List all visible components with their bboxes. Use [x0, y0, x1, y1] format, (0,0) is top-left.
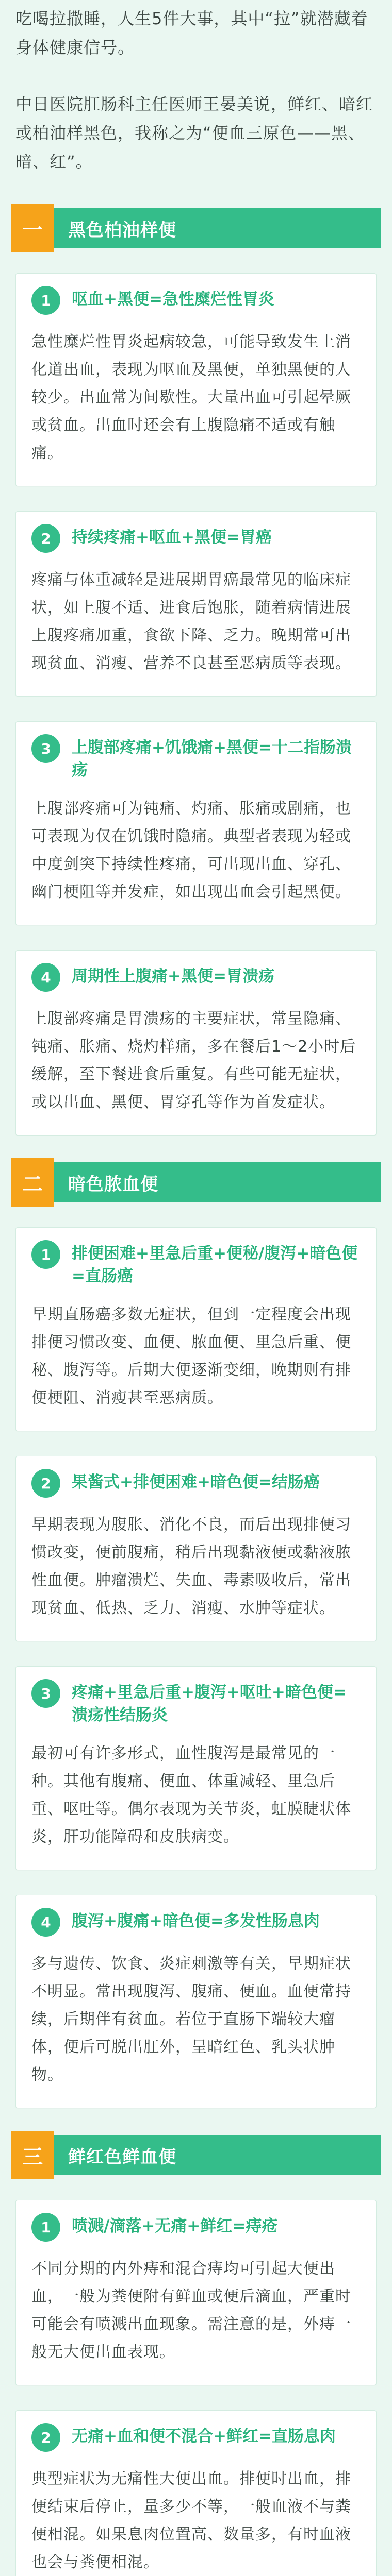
symptom-card [15, 721, 377, 925]
card-body: 早期直肠癌多数无症状，但到一定程度会出现排便习惯改变、血便、脓血便、里急后重、便秘、腹泻等。后期大便逐渐变细，晚期则有排便梗阻、消瘦甚至恶病质。 [31, 1306, 351, 1407]
section-dark-stool [15, 1162, 377, 2108]
card-title: 排便困难+里急后重+便秘/腹泻+暗色便=直肠癌 [72, 1244, 358, 1285]
card-title: 无痛+血和便不混合+鲜红=直肠息肉 [72, 2427, 336, 2446]
section-title: 黑色柏油样便 [68, 219, 176, 241]
card-title: 腹泻+腹痛+暗色便=多发性肠息肉 [72, 1912, 320, 1930]
card-body: 早期表现为腹胀、消化不良，而后出现排便习惯改变，便前腹痛，稍后出现黏液便或黏液脓性血便。肿瘤溃烂、失血、毒素吸收后，常出现贫血、低热、乏力、消瘦、水肿等症状。 [31, 1516, 351, 1617]
symptom-card [15, 2200, 377, 2385]
section-title: 暗色脓血便 [68, 1174, 158, 1195]
card-body: 不同分期的内外痔和混合痔均可引起大便出血，一般为粪便附有鲜血或便后滴血，严重时可能会有喷溅出血现象。需注意的是，外痔一般无大便出血表现。 [31, 2260, 351, 2361]
section-header [11, 208, 381, 248]
card-number-badge: 1 [31, 1240, 60, 1269]
card-body: 最初可有许多形式，血性腹泻是最常见的一种。其他有腹痛、便血、体重减轻、里急后重、呕吐等。偶尔表现为关节炎，虹膜睫状体炎，肝功能障碍和皮肤病变。 [31, 1744, 351, 1846]
intro-paragraph: 吃喝拉撒睡，人生5件大事，其中“拉”就潜藏着身体健康信号。 [15, 9, 368, 57]
card-number-badge: 4 [31, 1908, 60, 1937]
card-title: 呕血+黑便=急性糜烂性胃炎 [72, 290, 274, 309]
section-red-stool [15, 2135, 377, 2576]
card-title: 疼痛+里急后重+腹泻+呕吐+暗色便=溃疡性结肠炎 [72, 1683, 347, 1724]
card-body: 急性糜烂性胃炎起病较急，可能导致发生上消化道出血，表现为呕血及黑便，单独黑便的人较少。出血常为间歇性。大量出血可引起晕厥或贫血。出血时还会有上腹隐痛不适或有触痛。 [31, 333, 351, 462]
card-number-badge: 2 [31, 2423, 60, 2452]
card-number-badge: 3 [31, 1679, 60, 1708]
card-body: 多与遗传、饮食、炎症刺激等有关，早期症状不明显。常出现腹泻、腹痛、便血。血便常持续，后期伴有贫血。若位于直肠下端较大瘤体，便后可脱出肛外，呈暗红色、乳头状肿物。 [31, 1955, 351, 2084]
symptom-card [15, 511, 377, 697]
section-title: 鲜红色鲜血便 [68, 2146, 176, 2167]
symptom-card [15, 1895, 377, 2108]
section-header [11, 1162, 381, 1202]
section-number-badge: 一 [11, 204, 54, 252]
symptom-card [15, 1456, 377, 1641]
card-body: 上腹部疼痛可为钝痛、灼痛、胀痛或剧痛，也可表现为仅在饥饿时隐痛。典型者表现为轻或中度剑突下持续性疼痛，可出现出血、穿孔、幽门梗阻等并发症，如出现出血会引起黑便。 [31, 800, 351, 901]
section-number-badge: 三 [11, 2131, 54, 2179]
card-title: 持续疼痛+呕血+黑便=胃癌 [72, 528, 272, 547]
card-title: 果酱式+排便困难+暗色便=结肠癌 [72, 1473, 320, 1492]
card-title: 周期性上腹痛+黑便=胃溃疡 [72, 967, 274, 986]
symptom-card [15, 950, 377, 1136]
section-number-badge: 二 [11, 1158, 54, 1207]
card-body: 上腹部疼痛是胃溃疡的主要症状，常呈隐痛、钝痛、胀痛、烧灼样痛，多在餐后1～2小时后缓解，至下餐进食后重复。有些可能无症状，或以出血、黑便、胃穿孔等作为首发症状。 [31, 1010, 356, 1111]
card-number-badge: 3 [31, 734, 60, 763]
section-header [11, 2135, 381, 2175]
intro-block [15, 0, 377, 176]
card-number-badge: 2 [31, 1469, 60, 1498]
intro-paragraph: 中日医院肛肠科主任医师王晏美说，鲜红、暗红或柏油样黑色，我称之为“便血三原色——黑、暗、红”。 [15, 94, 373, 172]
card-body: 典型症状为无痛性大便出血。排便时出血，排便结束后停止，量多少不等，一般血液不与粪便相混。如果息肉位置高、数量多，有时血液也会与粪便相混。 [31, 2470, 351, 2571]
section-black-stool [15, 208, 377, 1136]
card-title: 喷溅/滴落+无痛+鲜红=痔疮 [72, 2217, 278, 2235]
card-number-badge: 2 [31, 524, 60, 553]
symptom-card [15, 2410, 377, 2576]
symptom-card [15, 1666, 377, 1870]
card-number-badge: 1 [31, 286, 60, 315]
card-body: 疼痛与体重减轻是进展期胃癌最常见的临床症状，如上腹不适、进食后饱胀，随着病情进展上腹疼痛加重，食欲下降、乏力。晚期常可出现贫血、消瘦、营养不良甚至恶病质等表现。 [31, 571, 351, 672]
card-number-badge: 4 [31, 963, 60, 992]
symptom-card [15, 273, 377, 486]
symptom-card [15, 1227, 377, 1431]
card-title: 上腹部疼痛+饥饿痛+黑便=十二指肠溃疡 [72, 738, 352, 779]
card-number-badge: 1 [31, 2213, 60, 2242]
